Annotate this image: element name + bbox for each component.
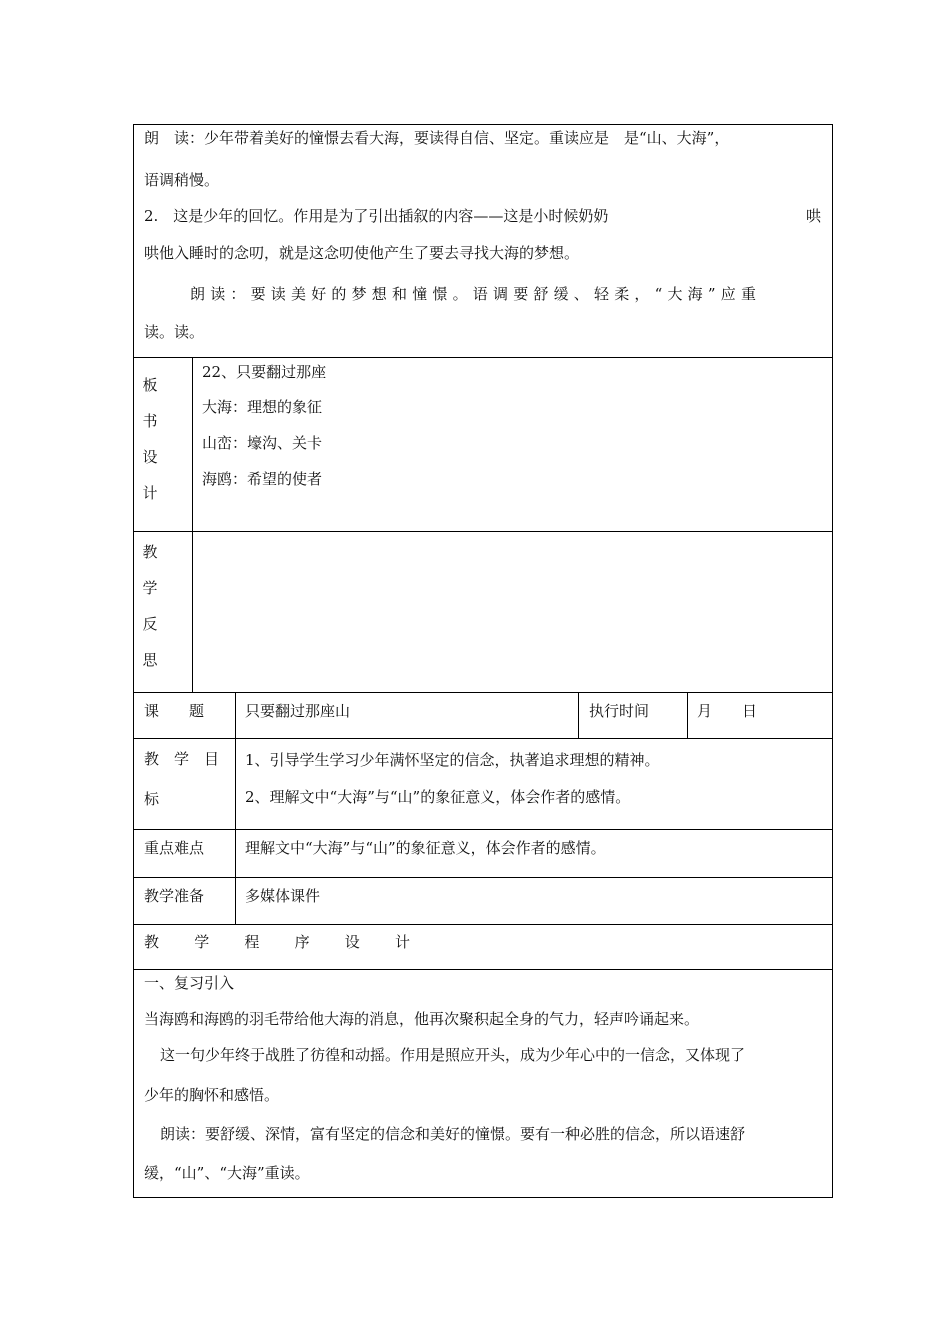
- column-divider: [235, 693, 236, 924]
- design-heading-char: 计: [394, 933, 410, 951]
- reading-line-1: 朗 读：少年带着美好的憧憬去看大海，要读得自信、坚定。重读应是 是“山、大海”，: [144, 129, 730, 147]
- reflection-char: 学: [142, 579, 158, 597]
- row-divider: [133, 738, 833, 739]
- procedure-paragraph-2-line-2: 少年的胸怀和感悟。: [144, 1086, 280, 1104]
- board-design-char: 设: [142, 448, 158, 466]
- reflection-char: 教: [142, 543, 158, 561]
- goal-label-line-2: 标: [144, 790, 160, 808]
- board-design-char: 书: [142, 412, 158, 430]
- procedure-paragraph-3-line-2: 缓，“山”、“大海”重读。: [144, 1164, 310, 1182]
- design-heading: [144, 932, 410, 952]
- design-heading-char: 设: [344, 933, 360, 951]
- reflection-label: [140, 534, 160, 678]
- column-divider: [578, 693, 579, 738]
- column-divider: [192, 357, 193, 693]
- design-heading-char: 学: [194, 933, 210, 951]
- procedure-paragraph-2-line-1: 这一句少年终于战胜了彷徨和动摇。作用是照应开头，成为少年心中的一信念，又体现了: [160, 1046, 746, 1064]
- board-design-char: 板: [142, 376, 158, 394]
- key-points-label: 重点难点: [144, 839, 205, 857]
- row-divider: [133, 829, 833, 830]
- preparation-value: 多媒体课件: [245, 887, 321, 905]
- preparation-label: 教学准备: [144, 887, 205, 905]
- topic-value: 只要翻过那座山: [245, 702, 351, 720]
- row-divider: [133, 969, 833, 970]
- reading-line-6: 读。读。: [144, 323, 205, 341]
- board-design-label: [140, 367, 160, 511]
- board-design-char: 计: [142, 484, 158, 502]
- reading-line-5-text: 朗读：要读美好的梦想和憧憬。语调要舒缓、轻柔，“大海”应重: [190, 285, 762, 303]
- goal-label-line-1: 教 学 目: [144, 750, 220, 768]
- procedure-heading: 一、复习引入: [144, 974, 235, 992]
- design-heading-char: 教: [144, 933, 160, 951]
- time-label: 执行时间: [589, 702, 650, 720]
- procedure-paragraph-3-line-1: 朗读：要舒缓、深情，富有坚定的信念和美好的憧憬。要有一种必胜的信念，所以语速舒: [160, 1125, 746, 1143]
- board-line-mountain: 山峦：壕沟、关卡: [202, 434, 323, 452]
- reading-line-5: [190, 284, 822, 304]
- column-divider: [687, 693, 688, 738]
- board-line-title: 22、只要翻过那座: [202, 363, 327, 381]
- reading-line-4: 哄他入睡时的念叨，就是这念叨使他产生了要去寻找大海的梦想。: [144, 244, 580, 262]
- row-divider: [133, 924, 833, 925]
- key-points-value: 理解文中“大海”与“山”的象征意义，体会作者的感情。: [245, 839, 606, 857]
- design-heading-char: 序: [294, 933, 310, 951]
- row-divider: [133, 531, 833, 532]
- goal-item-1: 1、引导学生学习少年满怀坚定的信念，执著追求理想的精神。: [245, 751, 660, 769]
- procedure-paragraph-1: 当海鸥和海鸥的羽毛带给他大海的消息，他再次聚积起全身的气力，轻声吟诵起来。: [144, 1010, 700, 1028]
- reflection-char: 反: [142, 615, 158, 633]
- goal-item-2: 2、理解文中“大海”与“山”的象征意义，体会作者的感情。: [245, 788, 631, 806]
- row-divider: [133, 877, 833, 878]
- reading-line-3-end: 哄: [806, 207, 822, 225]
- reflection-char: 思: [142, 651, 158, 669]
- reading-line-2: 语调稍慢。: [144, 171, 220, 189]
- time-value: 月 日: [697, 702, 758, 720]
- topic-label: 课 题: [144, 702, 205, 720]
- design-heading-char: 程: [244, 933, 260, 951]
- reading-line-3: 2. 这是少年的回忆。作用是为了引出插叙的内容——这是小时候奶奶: [144, 207, 609, 225]
- board-line-sea: 大海：理想的象征: [202, 398, 323, 416]
- board-line-gull: 海鸥：希望的使者: [202, 470, 323, 488]
- row-divider: [133, 357, 833, 358]
